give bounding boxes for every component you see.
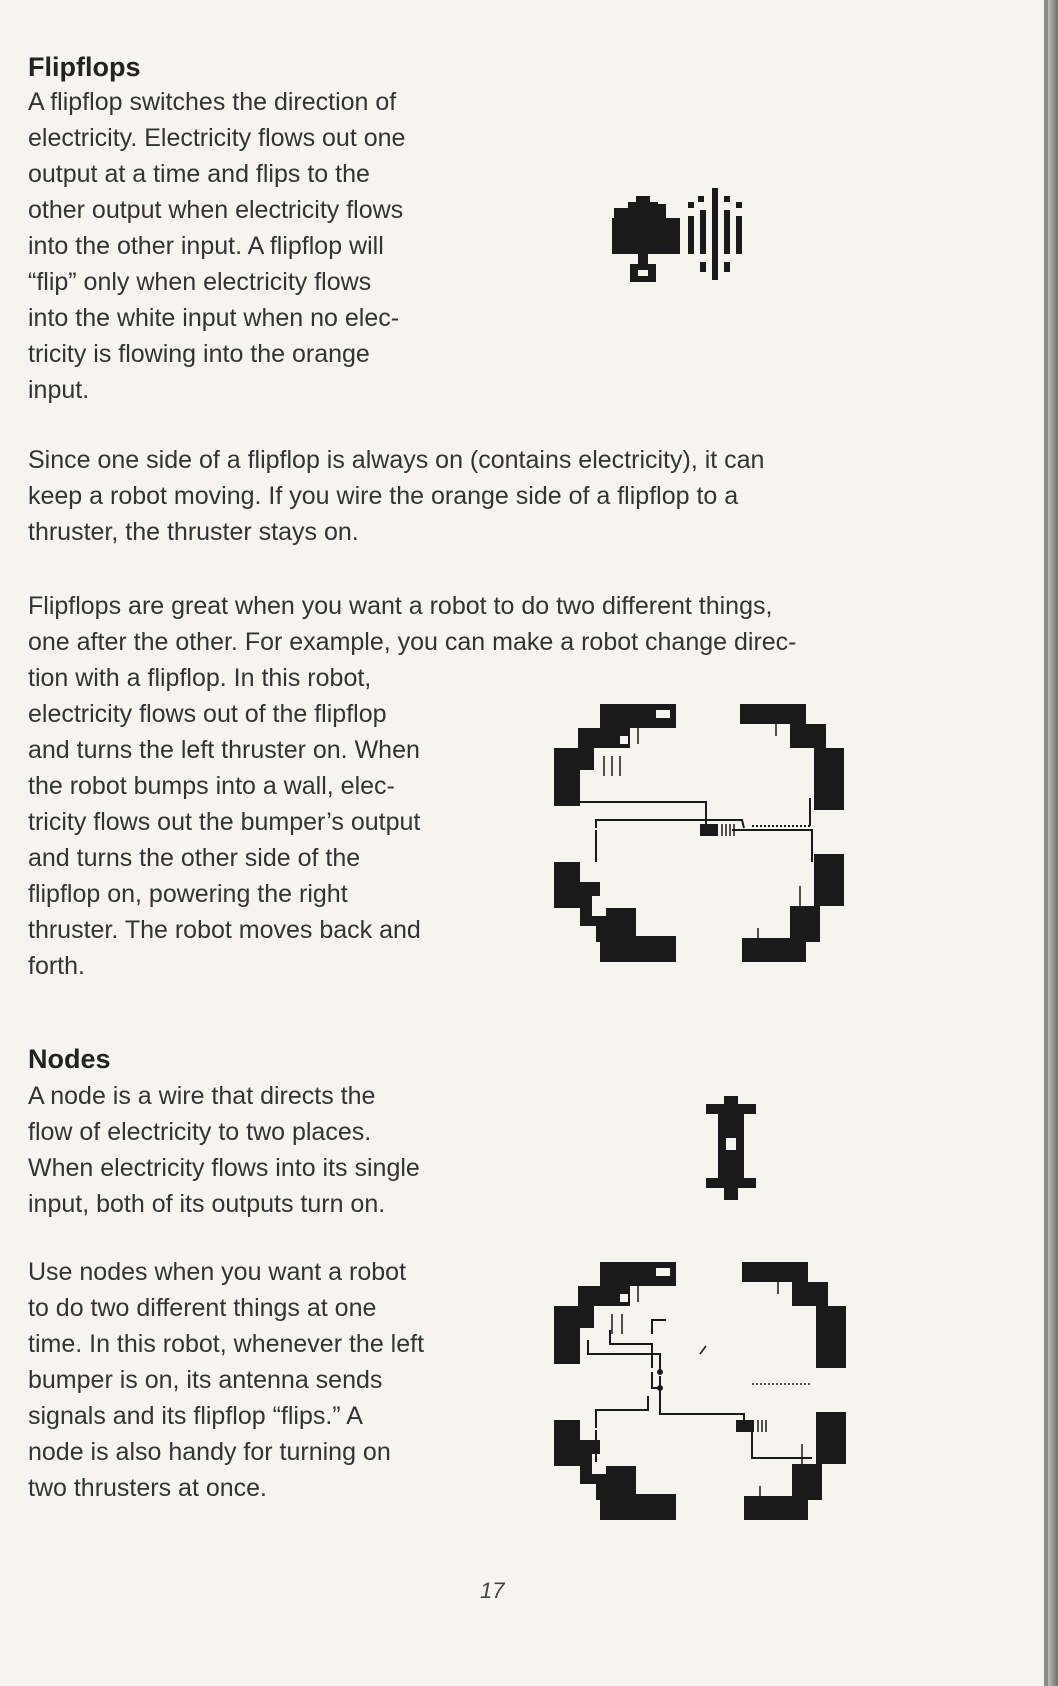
page-spine-edge (1048, 0, 1058, 1686)
flipflops-paragraph-3: Flipflops are great when you want a robot to do two different things, one after the other. For example, you can make a robot change direc- (28, 592, 797, 656)
node-robot-diagram (552, 1258, 872, 1528)
page-number: 17 (480, 1578, 505, 1603)
flipflop-robot-diagram (552, 700, 872, 970)
nodes-heading: Nodes (28, 1044, 111, 1074)
flipflops-paragraph-2: Since one side of a flipflop is always on (contains electricity), it can keep a robot moving. If you wire the orange side of a flipflop to a thruster, the thruster stays on. (28, 446, 765, 546)
nodes-paragraph-1: A node is a wire that directs the flow of electricity to two places. When electricity flows into its single input, both of its outputs turn on. (28, 1082, 420, 1218)
flipflops-paragraph-3-continued: tion with a flipflop. In this robot, electricity flows out of the flipflop and turns the left thruster on. When the robot bumps into a wall, elec- tricity flows out the bumper’s output and turns the other side of the flipflop on, powering the right thruster. The robot moves back and forth. (28, 664, 421, 980)
flipflop-icon (612, 186, 752, 296)
node-icon (702, 1094, 762, 1204)
flipflops-paragraph-1: A flipflop switches the direction of electricity. Electricity flows out one output at a time and flips to the other output when electricity flows into the other input. A flipflop will “flip” only when electricity flows into the white input when no elec- tricity is flowing into the orange input. (28, 88, 406, 404)
flipflops-heading: Flipflops (28, 52, 141, 82)
nodes-paragraph-2: Use nodes when you want a robot to do two different things at one time. In this robot, whenever the left bumper is on, its antenna sends signals and its flipflop “flips.” A node is also handy for turning on two thrusters at once. (28, 1258, 425, 1502)
